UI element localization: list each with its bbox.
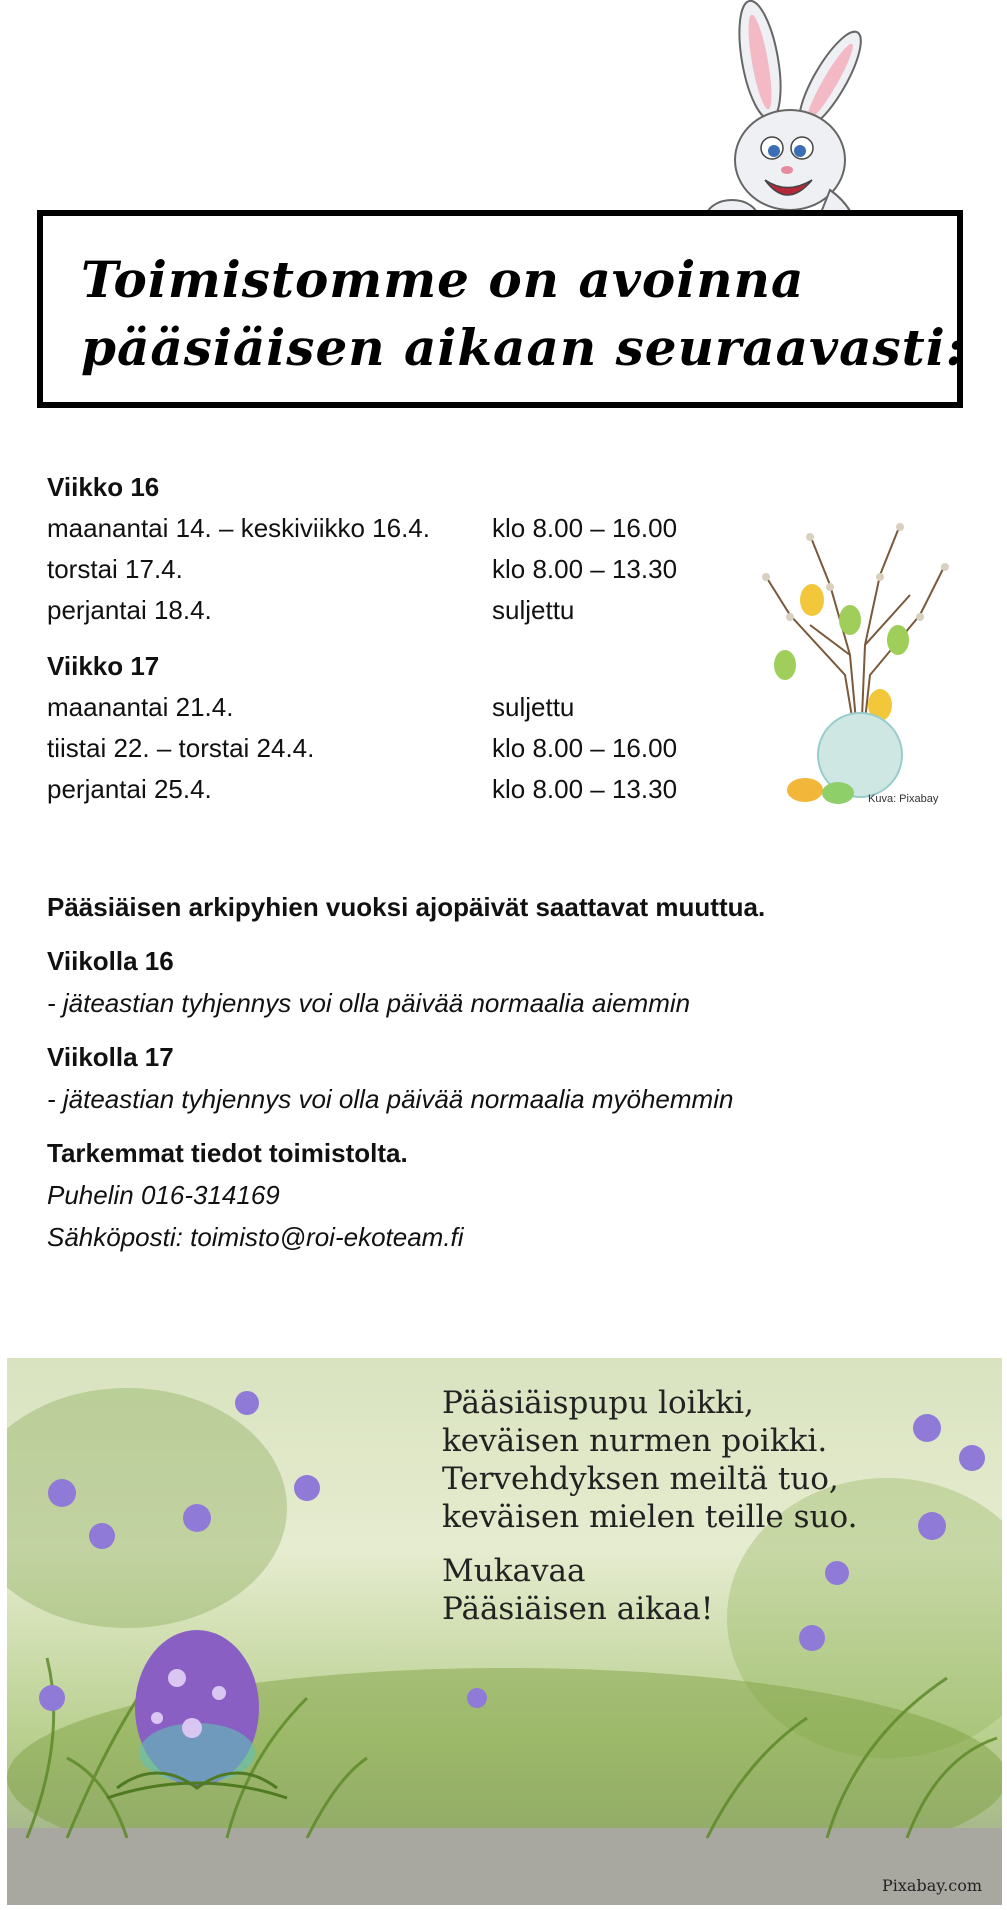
schedule-time: suljettu: [492, 692, 575, 722]
picture-credit: Pixabay.com: [882, 1876, 982, 1895]
schedule-time: klo 8.00 – 16.00: [492, 513, 678, 543]
notice-week16-text: - jäteastian tyhjennys voi olla päivää normaalia aiemmin: [47, 988, 691, 1018]
schedule-row: [47, 549, 767, 590]
schedule-time: klo 8.00 – 13.30: [492, 774, 678, 804]
notice-headline: Pääsiäisen arkipyhien vuoksi ajopäivät saattavat muuttua.: [47, 892, 766, 922]
schedule-day: perjantai 18.4.: [47, 595, 212, 625]
greeting-line: Pääsiäisen aikaa!: [442, 1591, 714, 1627]
schedule-row: [47, 687, 767, 728]
poem-line: keväisen nurmen poikki.: [442, 1423, 828, 1459]
poem-line: Pääsiäispupu loikki,: [442, 1385, 754, 1421]
notice-week17-text: - jäteastian tyhjennys voi olla päivää normaalia myöhemmin: [47, 1084, 734, 1114]
schedule-row: [47, 508, 767, 549]
week16-label: Viikko 16: [47, 472, 160, 502]
schedule-time: suljettu: [492, 595, 575, 625]
tree-image-credit: Kuva: Pixabay: [868, 793, 939, 805]
week17-label: Viikko 17: [47, 651, 160, 681]
notice-week17-label: Viikolla 17: [47, 1042, 174, 1072]
greeting: [442, 1552, 857, 1628]
title-line-1: Toimistomme on avoinna: [81, 250, 805, 309]
title-box: [37, 210, 966, 408]
phone-text: Puhelin 016-314169: [47, 1180, 280, 1210]
poem-line: Tervehdyksen meiltä tuo,: [442, 1461, 839, 1497]
office-hours-schedule: [47, 466, 767, 810]
greeting-line: Mukavaa: [442, 1553, 586, 1589]
poem: [442, 1384, 857, 1628]
schedule-day: torstai 17.4.: [47, 554, 183, 584]
schedule-time: klo 8.00 – 16.00: [492, 733, 678, 763]
schedule-day: maanantai 14. – keskiviikko 16.4.: [47, 513, 430, 543]
schedule-time: klo 8.00 – 13.30: [492, 554, 678, 584]
schedule-row: [47, 769, 767, 810]
schedule-day: maanantai 21.4.: [47, 692, 234, 722]
schedule-day: perjantai 25.4.: [47, 774, 212, 804]
notice-section: [47, 886, 947, 1258]
schedule-day: tiistai 22. – torstai 24.4.: [47, 733, 315, 763]
email-text: Sähköposti: toimisto@roi-ekoteam.fi: [47, 1222, 464, 1252]
schedule-row: [47, 728, 767, 769]
more-info-text: Tarkemmat tiedot toimistolta.: [47, 1138, 408, 1168]
spring-easter-picture: [7, 1358, 1002, 1905]
poem-line: keväisen mielen teille suo.: [442, 1499, 858, 1535]
easter-tree-illustration: [750, 505, 970, 810]
title-line-2: pääsiäisen aikaan seuraavasti:: [81, 318, 966, 377]
notice-week16-label: Viikolla 16: [47, 946, 174, 976]
schedule-row: [47, 590, 767, 631]
